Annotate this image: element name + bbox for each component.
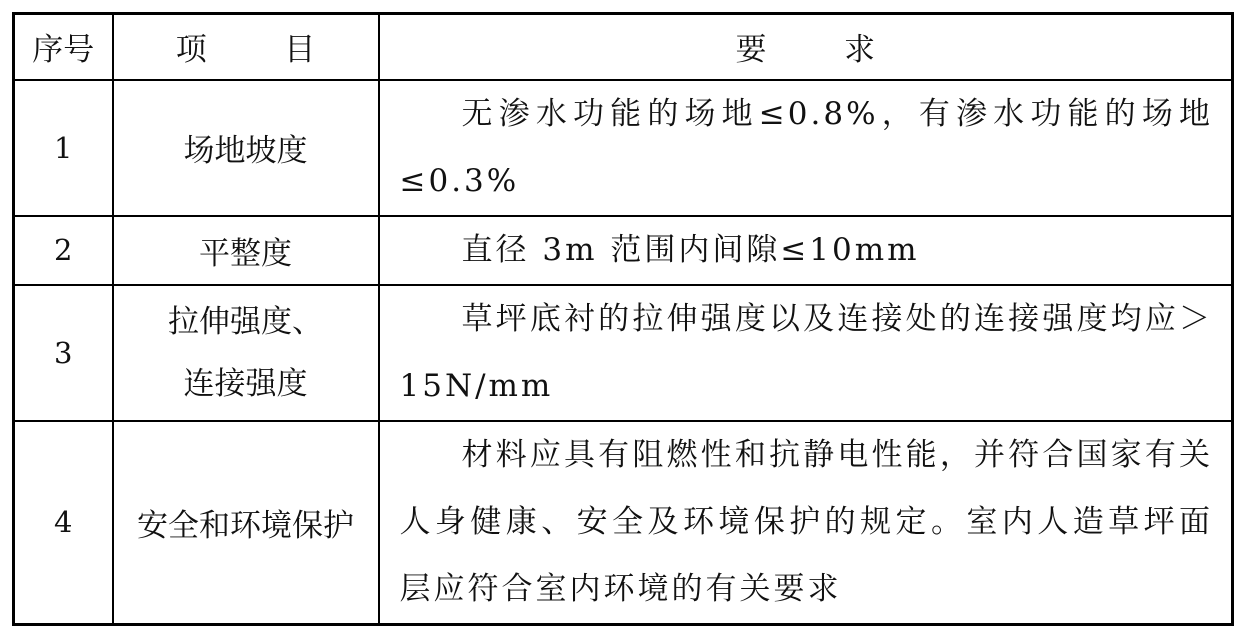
row-item: 安全和环境保护	[113, 421, 379, 625]
row-item-line-2: 连接强度	[183, 365, 308, 402]
row-item: 场地坡度	[113, 80, 379, 216]
row-index: 3	[14, 285, 113, 421]
header-item	[113, 14, 393, 80]
table-row	[14, 285, 1233, 421]
row-index: 4	[14, 421, 113, 625]
row-item	[113, 285, 379, 421]
header-requirement	[379, 14, 1233, 80]
table-row	[14, 80, 1233, 216]
row-item-line-1: 拉伸强度、	[168, 303, 323, 340]
table-row	[14, 421, 1233, 625]
row-requirement: 草坪底衬的拉伸强度以及连接处的连接强度均应＞15N/mm	[379, 285, 1233, 421]
row-item: 平整度	[113, 216, 379, 285]
table-row	[14, 216, 1233, 285]
table-header-row	[14, 14, 1233, 80]
row-requirement: 直径 3m 范围内间隙≤10mm	[379, 216, 1233, 285]
row-requirement: 材料应具有阻燃性和抗静电性能，并符合国家有关人身健康、安全及环境保护的规定。室内人造草坪面层应符合室内环境的有关要求	[379, 421, 1233, 625]
requirements-table	[12, 12, 1234, 626]
header-index-label: 序号	[32, 32, 95, 69]
row-index: 1	[14, 80, 113, 216]
header-requirement-label: 要求	[735, 32, 953, 69]
row-index: 2	[14, 216, 113, 285]
header-index	[14, 14, 113, 80]
row-requirement: 无渗水功能的场地≤0.8%，有渗水功能的场地≤0.3%	[379, 80, 1233, 216]
header-item-label: 项目	[175, 32, 393, 69]
